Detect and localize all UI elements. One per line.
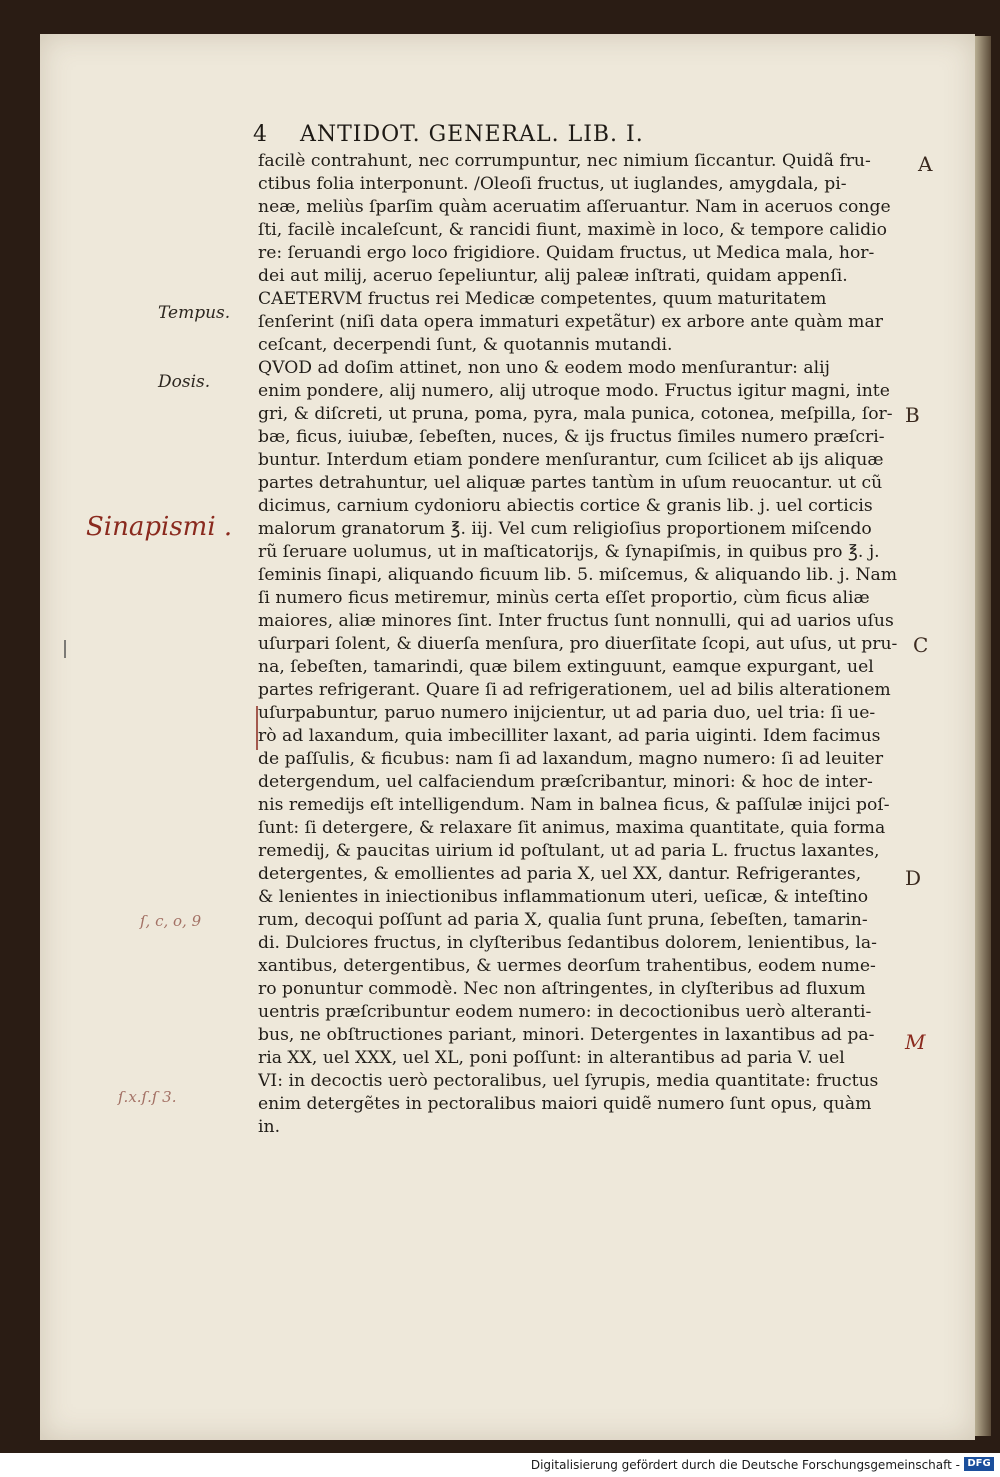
handwritten-section-mark: M <box>905 1030 926 1054</box>
text-line: uſurpari ſolent, & diuerſa menſura, pro diuerſitate ſcopi, aut uſus, ut pru- <box>258 634 898 654</box>
running-head <box>253 122 644 147</box>
text-line: VI: in decoctis uerò pectoralibus, uel ſyrupis, media quantitate: fructus <box>258 1071 879 1091</box>
text-line: ſenſerint (niſi data opera immaturi expetãtur) ex arbore ante quàm mar <box>258 312 883 332</box>
page-edge <box>975 36 991 1436</box>
text-line: gri, & diſcreti, ut pruna, poma, pyra, mala punica, cotonea, meſpilla, ſor- <box>258 404 893 424</box>
section-letter-a: A <box>918 152 933 176</box>
text-line: ceſcant, decerpendi ſunt, & quotannis mutandi. <box>258 335 673 355</box>
running-title: ANTIDOT. GENERAL. LIB. I. <box>300 122 644 147</box>
text-line: buntur. Interdum etiam pondere menſurantur, cum ſcilicet ab ijs aliquæ <box>258 450 884 470</box>
text-line: partes detrahuntur, uel aliquæ partes tantùm in uſum reuocantur. ut cũ <box>258 473 883 493</box>
text-line: na, ſebeſten, tamarindi, quæ bilem extinguunt, eamque expurgant, uel <box>258 657 874 677</box>
handwritten-note-faded: ſ, c, o, 9 <box>140 912 202 930</box>
text-line: rò ad laxandum, quia imbecilliter laxant, ad paria uiginti. Idem facimus <box>258 726 881 746</box>
body-text <box>258 150 906 1139</box>
text-line: ro ponuntur commodè. Nec non aſtringentes, in clyſteribus ad fluxum <box>258 979 866 999</box>
text-line: QVOD ad doſim attinet, non uno & eodem modo menſurantur: alij <box>258 358 830 378</box>
text-line: facilè contrahunt, nec corrumpuntur, nec nimium ſiccantur. Quidã fru- <box>258 151 871 171</box>
margin-note-dosis: Dosis. <box>158 372 211 392</box>
text-line: neæ, meliùs ſparſim quàm aceruatim aſſeruantur. Nam in aceruos conge <box>258 197 891 217</box>
text-line: ſunt: ſi detergere, & relaxare ſit animus, maxima quantitate, quia forma <box>258 818 886 838</box>
margin-bracket <box>256 706 258 750</box>
text-line: re: ſeruandi ergo loco frigidiore. Quidam fructus, ut Medica mala, hor- <box>258 243 875 263</box>
text-line: in. <box>258 1117 281 1137</box>
text-line: uentris præſcribuntur eodem numero: in decoctionibus uerò alteranti- <box>258 1002 872 1022</box>
text-line: bæ, ficus, iuiubæ, ſebeſten, nuces, & ijs fructus ſimiles numero præſcri- <box>258 427 885 447</box>
text-line: rũ ſeruare uolumus, ut in maſticatorijs, & ſynapiſmis, in quibus pro ℥. j. <box>258 542 880 562</box>
text-line: bus, ne obſtructiones pariant, minori. Detergentes in laxantibus ad pa- <box>258 1025 875 1045</box>
footer-credit: Digitalisierung gefördert durch die Deutsche Forschungsgemeinschaft - <box>530 1458 960 1472</box>
margin-note-tempus: Tempus. <box>158 303 231 323</box>
text-line: rum, decoqui poſſunt ad paria X, qualia ſunt pruna, ſebeſten, tamarin- <box>258 910 868 930</box>
text-line: & lenientes in iniectionibus inflammationum uteri, ueſicæ, & inteſtino <box>258 887 869 907</box>
handwritten-note-lower: ſ.x.ſ.ſ 3. <box>118 1088 177 1106</box>
section-letter-d: D <box>905 866 922 890</box>
text-line: ria XX, uel XXX, uel XL, poni poſſunt: in alterantibus ad paria V. uel <box>258 1048 845 1068</box>
text-line: ſti, facilè incaleſcunt, & rancidi fiunt, maximè in loco, & tempore calidio <box>258 220 887 240</box>
handwritten-note-sinapismi: Sinapismi . <box>86 512 233 542</box>
text-line: uſurpabuntur, paruo numero inijcientur, ut ad paria duo, uel tria: ſi ue- <box>258 703 876 723</box>
text-line: enim pondere, alij numero, alij utroque modo. Fructus igitur magni, inte <box>258 381 890 401</box>
text-line: detergendum, uel calfaciendum præſcribantur, minori: & hoc de inter- <box>258 772 873 792</box>
text-line: detergentes, & emollientes ad paria X, uel XX, dantur. Refrigerantes, <box>258 864 862 884</box>
text-line: ctibus folia interponunt. /Oleoſi fructus, ut iuglandes, amygdala, pi- <box>258 174 847 194</box>
section-letter-b: B <box>905 403 920 427</box>
text-line: partes refrigerant. Quare ſi ad refrigerationem, uel ad bilis alterationem <box>258 680 891 700</box>
text-line: nis remedijs eſt intelligendum. Nam in balnea ficus, & paſſulæ inijci poſ- <box>258 795 890 815</box>
text-line: malorum granatorum ℥. iij. Vel cum religioſius proportionem miſcendo <box>258 519 872 539</box>
text-line: di. Dulciores fructus, in clyſteribus ſedantibus dolorem, lenientibus, la- <box>258 933 877 953</box>
text-line: dicimus, carnium cydonioru abiectis cortice & granis lib. j. uel corticis <box>258 496 873 516</box>
page-number: 4 <box>253 122 268 147</box>
text-line: xantibus, detergentibus, & uermes deorſum trahentibus, eodem nume- <box>258 956 876 976</box>
section-letter-c: C <box>913 633 929 657</box>
pencil-mark <box>64 640 66 658</box>
dfg-logo: DFG <box>964 1457 994 1471</box>
text-line: dei aut milij, aceruo ſepeliuntur, alij paleæ inſtrati, quidam appenſi. <box>258 266 848 286</box>
text-line: ſi numero ficus metiremur, minùs certa eſſet proportio, cùm ficus aliæ <box>258 588 870 608</box>
text-line: enim detergẽtes in pectoralibus maiori quidẽ numero ſunt opus, quàm <box>258 1094 872 1114</box>
text-line: de paſſulis, & ficubus: nam ſi ad laxandum, magno numero: ſi ad leuiter <box>258 749 884 769</box>
text-line: CAETERVM fructus rei Medicæ competentes, quum maturitatem <box>258 289 827 309</box>
text-line: remedij, & paucitas uirium id poſtulant, ut ad paria L. fructus laxantes, <box>258 841 880 861</box>
text-line: maiores, aliæ minores ſint. Inter fructus ſunt nonnulli, qui ad uarios uſus <box>258 611 894 631</box>
text-line: ſeminis ſinapi, aliquando ficuum lib. 5. miſcemus, & aliquando lib. j. Nam <box>258 565 898 585</box>
